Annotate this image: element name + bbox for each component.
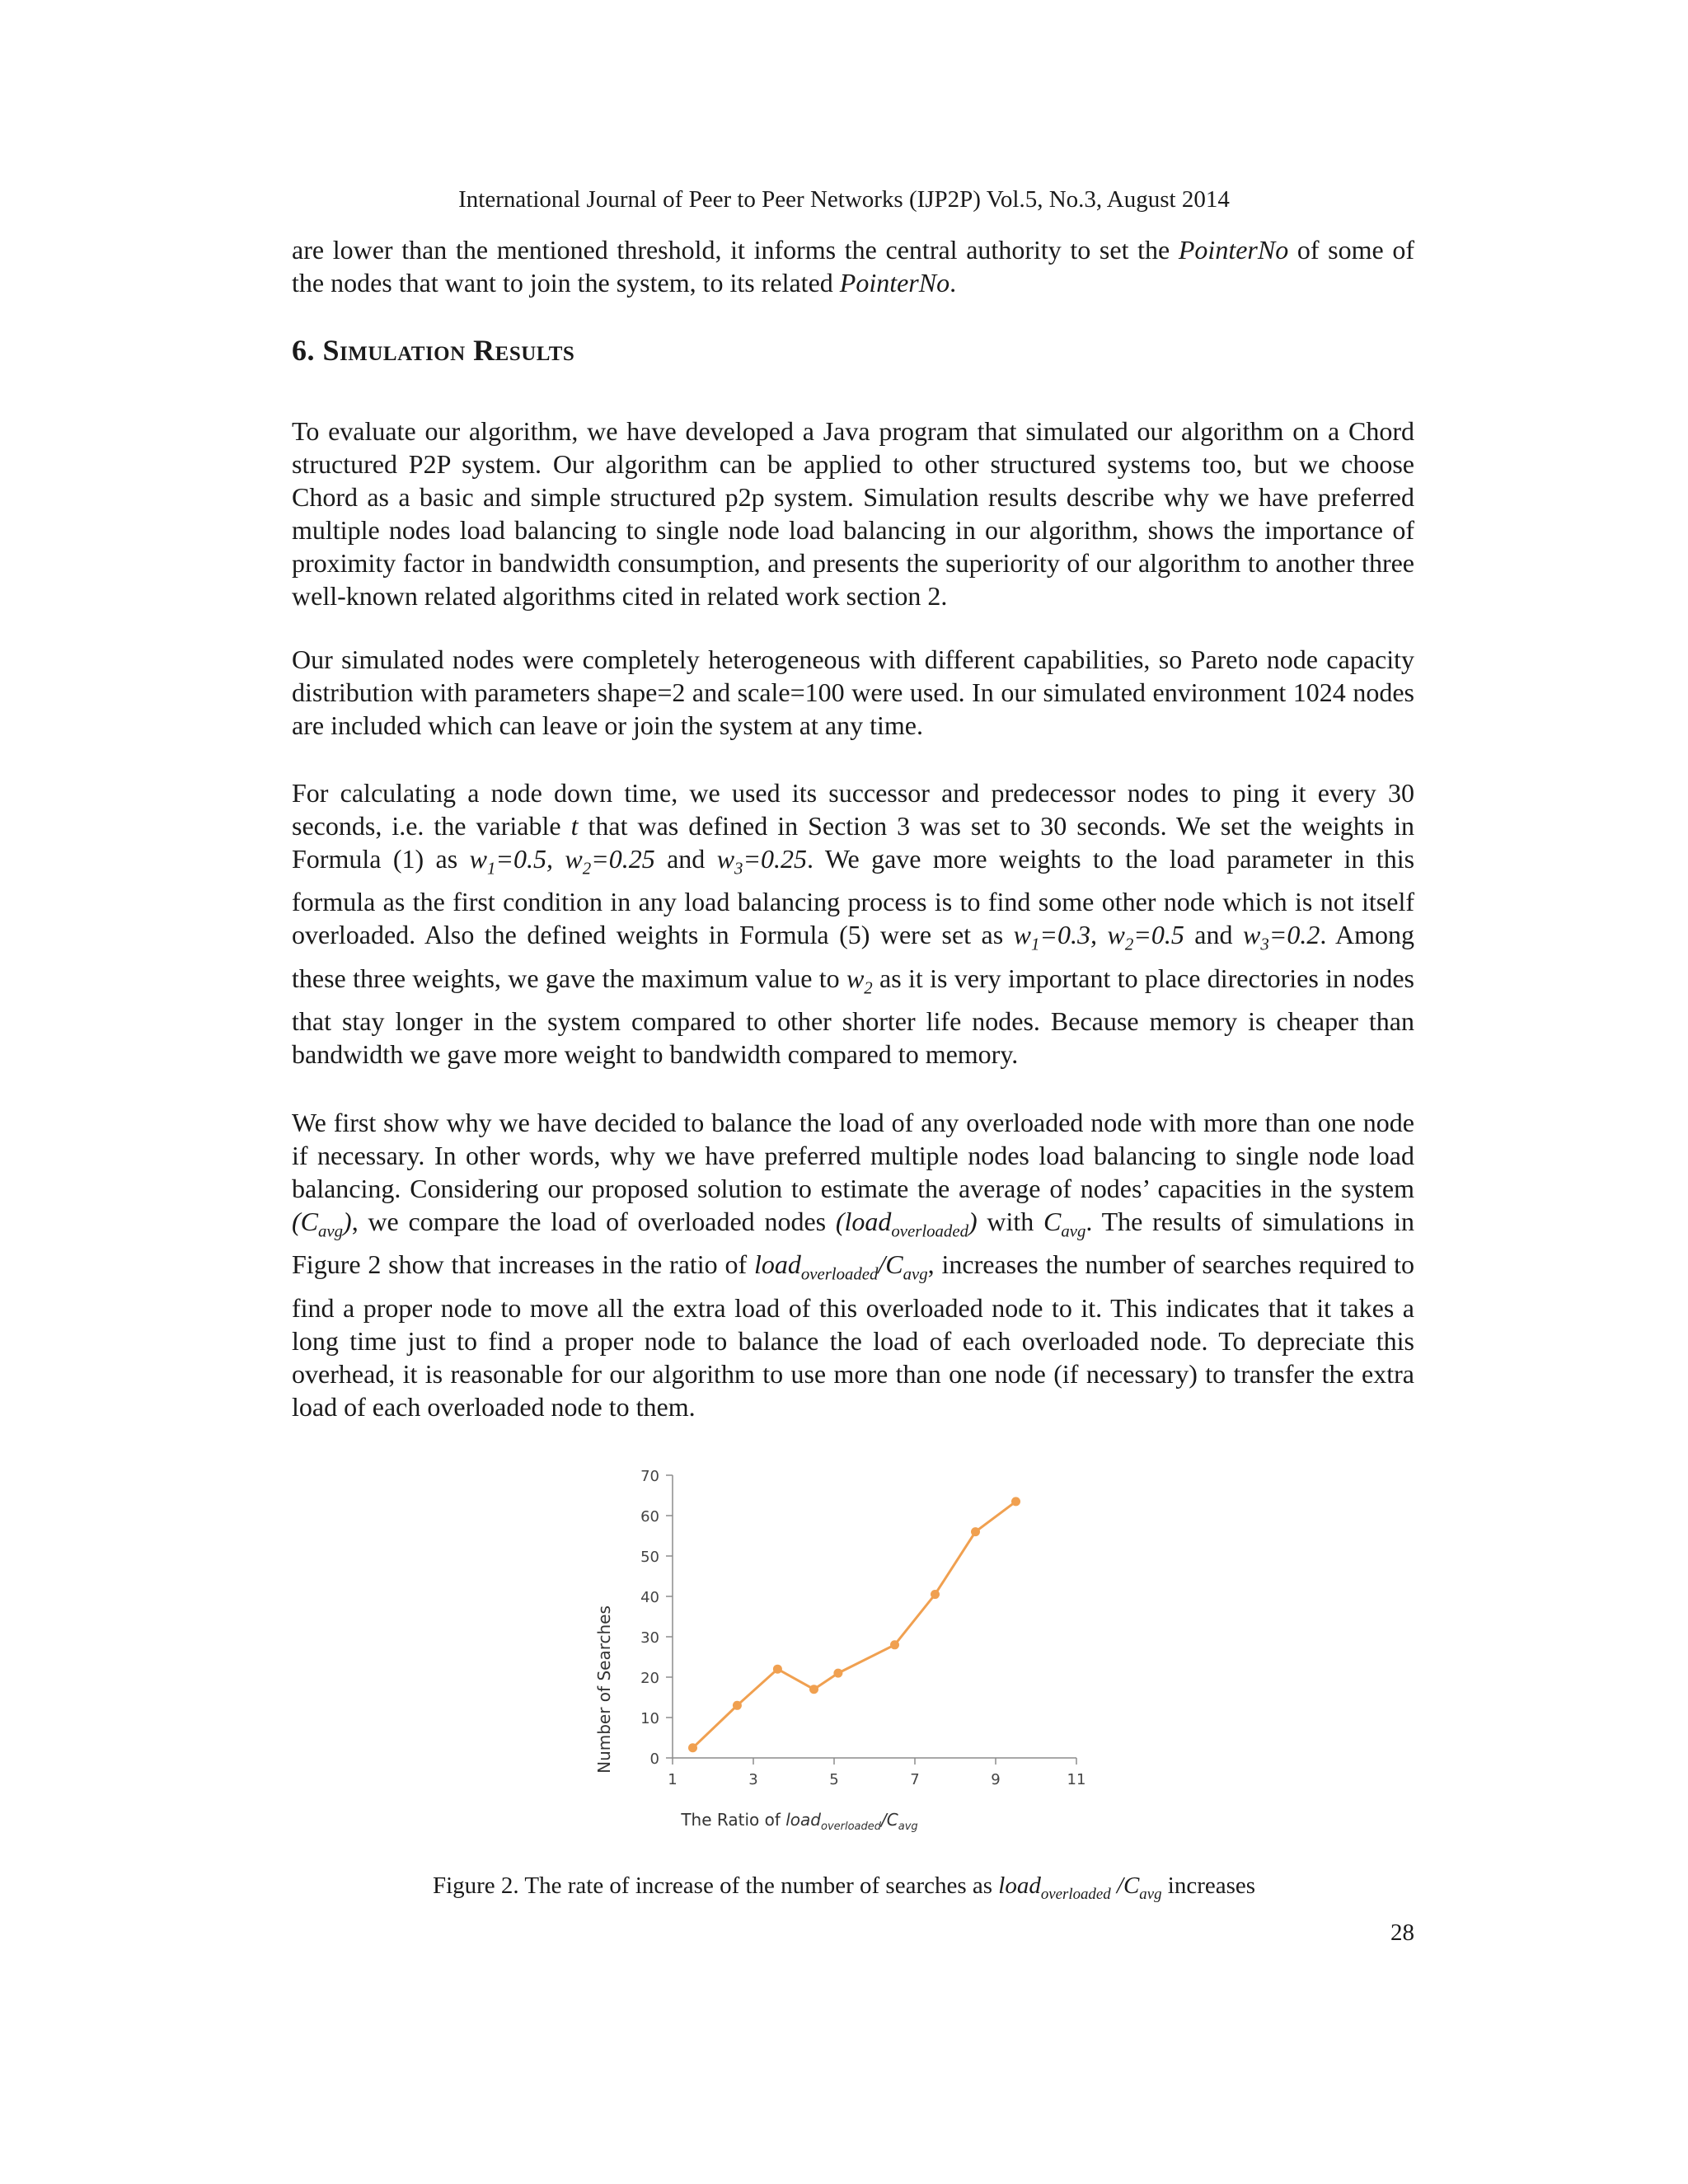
data-point bbox=[890, 1640, 899, 1649]
chart-ticks bbox=[640, 1468, 1085, 1788]
data-point bbox=[1011, 1497, 1020, 1506]
paragraph-evaluation: To evaluate our algorithm, we have developed a Java program that simulated our algorithm on a Chord structured P2P system. Our algorithm can be applied to other structured systems too, but we choose Chord as a basic and simple structured p2p system. Simulation results describe why we have preferred multiple nodes load balancing to single node load balancing in our algorithm, shows the importance of proximity factor in bandwidth consumption, and presents the superiority of our algorithm to another three well-known related algorithms cited in related work section 2. bbox=[292, 416, 1414, 611]
section-heading bbox=[292, 332, 574, 368]
intro-paragraph: are lower than the mentioned threshold, it informs the central authority to set the PointerNo of some of the nodes that want to join the system, to its related PointerNo. bbox=[292, 235, 1415, 298]
x-tick-label: 7 bbox=[910, 1771, 920, 1788]
figure-2-chart bbox=[577, 1463, 1137, 1842]
y-tick-label: 60 bbox=[640, 1508, 659, 1526]
paragraph-weights: For calculating a node down time, we used its successor and predecessor nodes to ping it every 30 seconds, i.e. the variable t that was defined in Section 3 was set to 30 seconds. We set the weights in Formula (1) as $w_1=0.5$, $w_2=0.25$ and $w_3=0.25$. We gave more weights to the load parameter in this formula as the first condition in any load balancing process is to find some other node which is not itself overloaded. Also the defined weights in Formula (5) were set as $w_1=0.3$, $w_2=0.5$ and $w_3=0.2$. Among these three weights, we gave the maximum value to $w_2$ as it is very important to place directories in nodes that stay longer in the system compared to other shorter life nodes. Because memory is cheaper than bandwidth we gave more weight to bandwidth compared to memory. bbox=[292, 778, 1415, 1070]
running-header: International Journal of Peer to Peer Networks (IJP2P) Vol.5, No.3, August 2014 bbox=[458, 186, 1230, 213]
x-tick-label: 11 bbox=[1067, 1771, 1086, 1788]
data-point bbox=[931, 1590, 940, 1599]
series-points bbox=[688, 1497, 1020, 1752]
x-axis-label: The Ratio of $load_{overloaded}/C_{avg}$ bbox=[681, 1810, 918, 1833]
x-tick-label: 1 bbox=[668, 1771, 678, 1788]
data-point bbox=[809, 1685, 818, 1694]
y-tick-label: 70 bbox=[640, 1468, 659, 1485]
chart-axes bbox=[673, 1475, 1076, 1758]
y-tick-label: 0 bbox=[649, 1750, 659, 1768]
data-point bbox=[971, 1527, 980, 1536]
x-tick-label: 9 bbox=[991, 1771, 1001, 1788]
x-tick-label: 5 bbox=[829, 1771, 839, 1788]
series-line bbox=[693, 1502, 1016, 1748]
figure-caption: Figure 2. The rate of increase of the number of searches as load$_{overloaded}$ $/C_{avg}$ increases bbox=[432, 1872, 1256, 1903]
y-tick-label: 20 bbox=[640, 1670, 659, 1687]
paragraph-nodes: Our simulated nodes were completely heterogeneous with different capabilities, so Pareto node capacity distribution with parameters shape=2 and scale=100 were used. In our simulated environment 1024 nodes are included which can leave or join the system at any time. bbox=[292, 644, 1414, 740]
y-tick-label: 10 bbox=[640, 1710, 659, 1727]
paragraph-multiple-nodes: We first show why we have decided to balance the load of any overloaded node with more than one node if necessary. In other words, why we have preferred multiple nodes load balancing to single node load balancing. Considering our proposed solution to estimate the average of nodes’ capacities in the system $(C_{avg})$, we compare the load of overloaded nodes (load$_{overloaded}$) with $C_{avg}$. The results of simulations in Figure 2 show that increases in the ratio of $load_{overloaded}/C_{avg}$, increases the number of searches required to find a proper node to move all the extra load of this overloaded node to it. This indicates that it takes a long time just to find a proper node to balance the load of each overloaded node. To depreciate this overhead, it is reasonable for our algorithm to use more than one node (if necessary) to transfer the extra load of each overloaded node to them. bbox=[292, 1108, 1415, 1422]
section-number: 6. bbox=[292, 334, 315, 367]
data-point bbox=[688, 1743, 697, 1752]
data-point bbox=[833, 1669, 842, 1678]
data-point bbox=[733, 1701, 742, 1710]
y-tick-label: 40 bbox=[640, 1589, 659, 1606]
x-tick-label: 3 bbox=[748, 1771, 758, 1788]
y-axis-label: Number of Searches bbox=[594, 1605, 614, 1774]
page-number: 28 bbox=[1390, 1919, 1414, 1946]
y-tick-label: 50 bbox=[640, 1549, 659, 1566]
y-tick-label: 30 bbox=[640, 1629, 659, 1647]
data-point bbox=[773, 1665, 782, 1674]
chart-svg bbox=[577, 1463, 1137, 1842]
section-title: Simulation Results bbox=[322, 334, 575, 367]
